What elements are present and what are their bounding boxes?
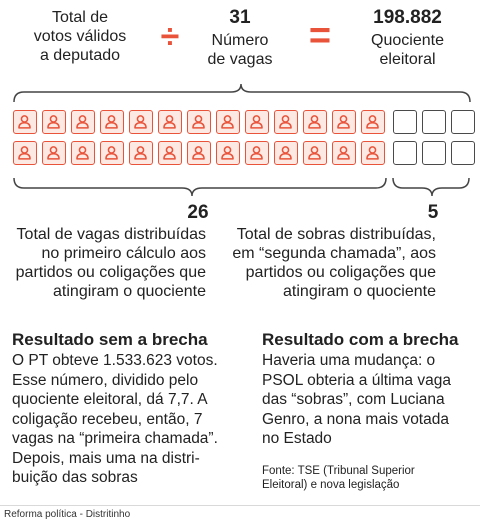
filled-seat	[361, 141, 385, 165]
filled-seat	[129, 110, 153, 134]
person-icon	[364, 113, 381, 130]
equals-icon: =	[308, 15, 332, 57]
person-icon	[132, 113, 149, 130]
person-icon	[45, 113, 62, 130]
person-icon	[16, 144, 33, 161]
filled-seat	[158, 110, 182, 134]
filled-seat	[303, 110, 327, 134]
person-icon	[306, 144, 323, 161]
without-loophole-heading: Resultado sem a brecha	[12, 330, 208, 349]
filled-seat	[158, 141, 182, 165]
bottom-braces	[0, 170, 480, 210]
source-note: Fonte: TSE (Tribunal Superior Eleitoral) e nova legislação	[262, 465, 415, 491]
filled-seat	[187, 110, 211, 134]
result-label: Quociente eleitoral	[371, 32, 444, 68]
empty-seat	[451, 141, 475, 165]
footer-caption: Reforma política - Distritinho	[0, 505, 480, 526]
person-icon	[45, 144, 62, 161]
filled-seat	[13, 141, 37, 165]
person-icon	[277, 113, 294, 130]
empty-seat	[393, 110, 417, 134]
person-icon	[190, 144, 207, 161]
without-loophole-text: O PT obteve 1.533.623 votos. Esse número, dividido pelo quociente eleitoral, dá 7,7. A coligação recebeu, então, 7 vagas na “primeira chamada”. Depois, mais uma na distri- buição das sobras	[12, 352, 218, 486]
filled-seat	[274, 110, 298, 134]
with-loophole-heading: Resultado com a brecha	[262, 330, 459, 349]
result-value: 198.882	[373, 7, 442, 28]
person-icon	[219, 144, 236, 161]
person-icon	[277, 144, 294, 161]
divisor-value: 31	[229, 7, 251, 28]
person-icon	[161, 113, 178, 130]
filled-seat	[42, 110, 66, 134]
filled-seat	[100, 141, 124, 165]
person-icon	[335, 144, 352, 161]
person-icon	[161, 144, 178, 161]
filled-seat	[71, 141, 95, 165]
divide-icon: ÷	[160, 18, 180, 56]
person-icon	[219, 113, 236, 130]
with-loophole-text: Haveria uma mudança: o PSOL obteria a última vaga das “sobras”, com Luciana Genro, a nona mais votada no Estado	[262, 352, 451, 447]
person-icon	[190, 113, 207, 130]
top-brace	[0, 0, 480, 110]
filled-seat	[187, 141, 211, 165]
filled-seat	[100, 110, 124, 134]
filled-seat	[332, 110, 356, 134]
filled-seat	[216, 110, 240, 134]
person-icon	[103, 144, 120, 161]
divisor-label: Número de vagas	[207, 32, 273, 68]
filled-seat	[13, 110, 37, 134]
empty-seat	[422, 110, 446, 134]
filled-seat	[216, 141, 240, 165]
first-count-value: 26	[187, 202, 209, 223]
second-count-value: 5	[427, 202, 439, 223]
filled-seat	[245, 141, 269, 165]
person-icon	[16, 113, 33, 130]
person-icon	[132, 144, 149, 161]
person-icon	[248, 144, 265, 161]
filled-seat	[274, 141, 298, 165]
filled-seat	[303, 141, 327, 165]
filled-seat	[332, 141, 356, 165]
second-count-label: Total de sobras distribuídas, em “segunda chamada”, aos partidos ou coligações que atingiram o quociente	[232, 226, 436, 300]
person-icon	[74, 144, 91, 161]
person-icon	[306, 113, 323, 130]
filled-seat	[71, 110, 95, 134]
person-icon	[364, 144, 381, 161]
filled-seat	[129, 141, 153, 165]
person-icon	[335, 113, 352, 130]
filled-seat	[42, 141, 66, 165]
first-count-label: Total de vagas distribuídas no primeiro cálculo aos partidos ou coligações que atingiram o quociente	[15, 226, 206, 300]
filled-seat	[245, 110, 269, 134]
empty-seat	[451, 110, 475, 134]
person-icon	[74, 113, 91, 130]
dividend-label: Total de votos válidos a deputado	[33, 9, 127, 64]
filled-seat	[361, 110, 385, 134]
person-icon	[248, 113, 265, 130]
person-icon	[103, 113, 120, 130]
empty-seat	[422, 141, 446, 165]
empty-seat	[393, 141, 417, 165]
